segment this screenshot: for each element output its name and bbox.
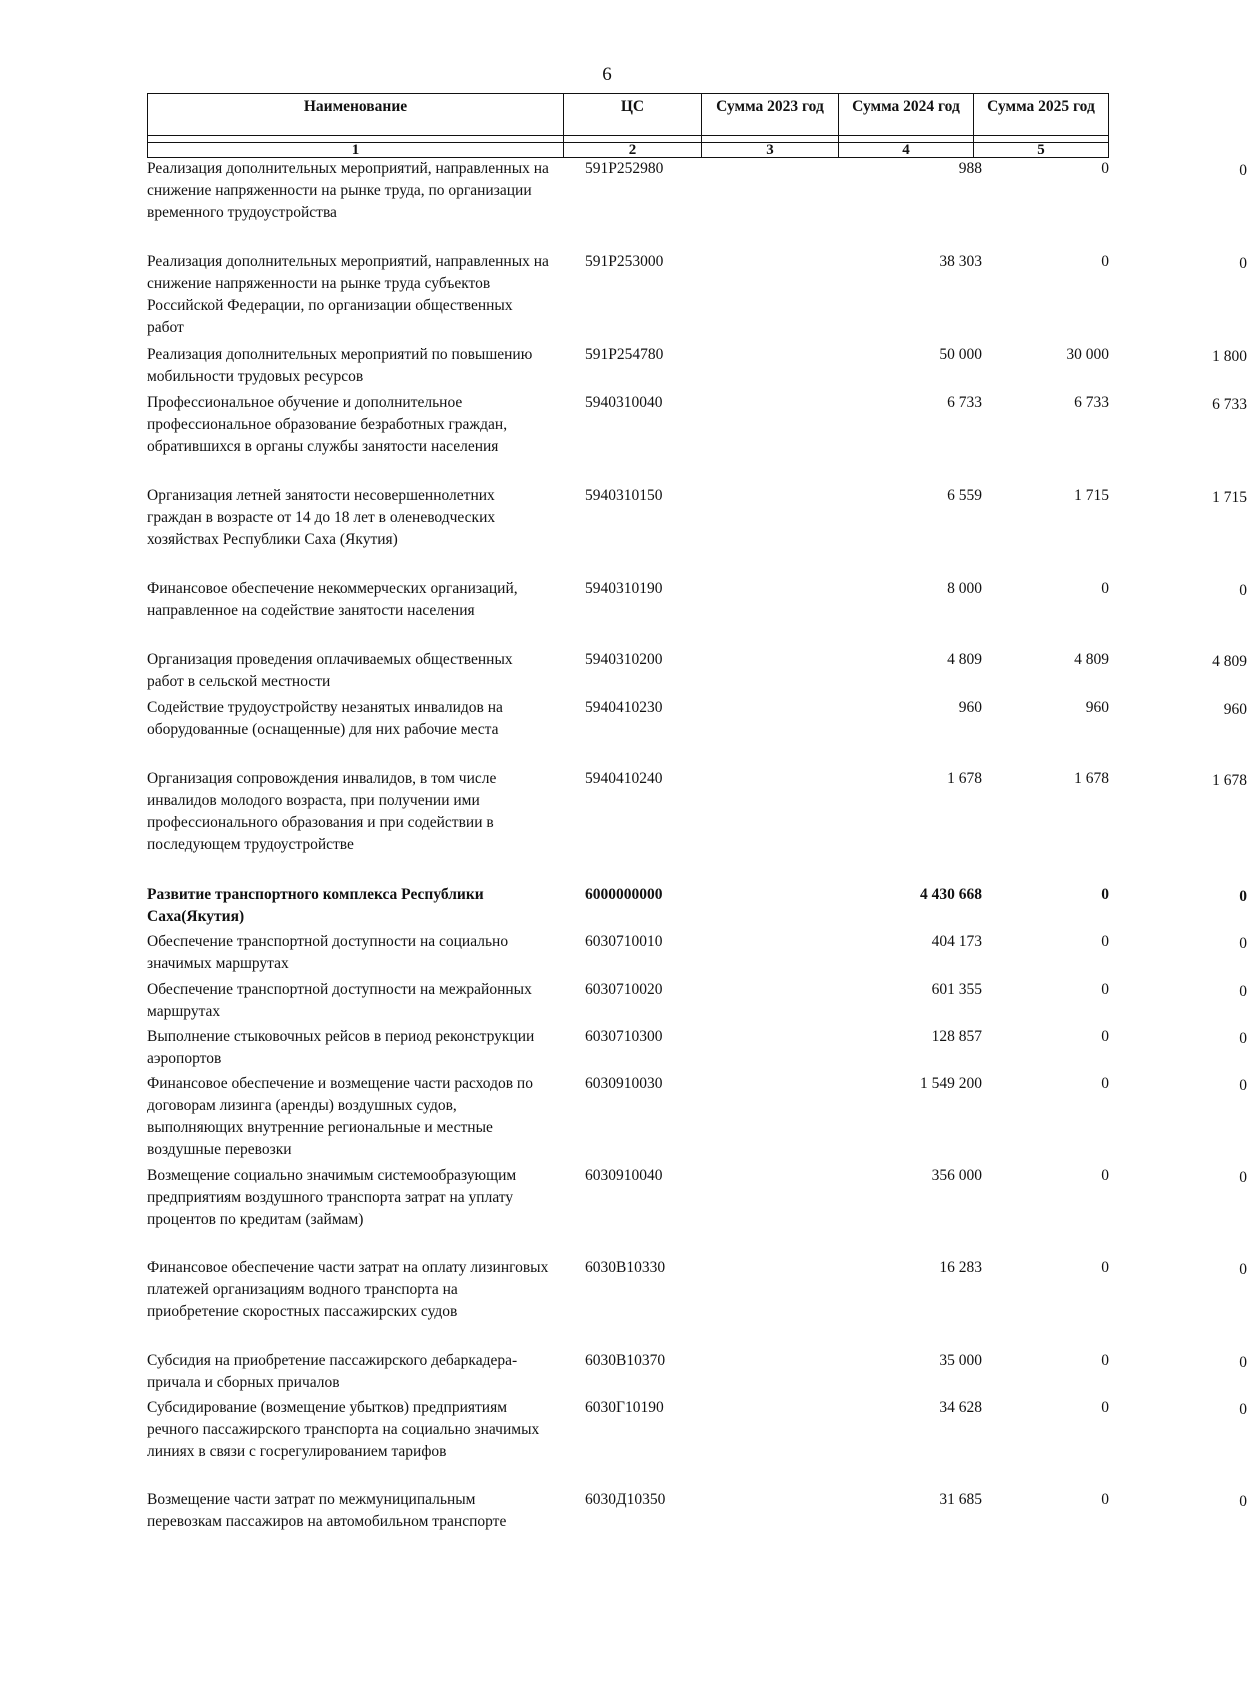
header-sum-2023: Сумма 2023 год	[702, 94, 839, 136]
row-sum-2025: 1 715	[1212, 489, 1247, 506]
row-code: 6030710010	[585, 933, 663, 950]
row-sum-2023: 35 000	[939, 1352, 982, 1369]
row-name: Выполнение стыковочных рейсов в период реконструкции аэропортов	[147, 1028, 535, 1067]
row-code: 5940310190	[585, 580, 663, 597]
row-code: 6030910040	[585, 1167, 663, 1184]
header-name: Наименование	[148, 94, 564, 136]
row-sum-2023: 4 430 668	[920, 886, 982, 903]
row-sum-2024: 0	[1101, 1028, 1109, 1045]
row-name: Организация сопровождения инвалидов, в том числе инвалидов молодого возраста, при получении ими профессионального образования и при содействии в последующем трудоустройстве	[147, 770, 497, 853]
row-sum-2025: 6 733	[1212, 396, 1247, 413]
row-sum-2025: 0	[1239, 1354, 1247, 1371]
row-sum-2024: 0	[1101, 160, 1109, 177]
row-sum-2025: 0	[1239, 1169, 1247, 1186]
row-name: Возмещение социально значимым системообразующим предприятиям воздушного транспорта затрат на уплату процентов по кредитам (займам)	[147, 1167, 517, 1228]
header-number-3: 3	[702, 142, 839, 157]
row-sum-2023: 34 628	[939, 1399, 982, 1416]
row-name: Реализация дополнительных мероприятий, направленных на снижение напряженности на рынке труда, по организации временного трудоустройства	[147, 160, 549, 221]
row-sum-2025: 0	[1239, 888, 1247, 905]
header-number-1: 1	[148, 142, 564, 157]
row-name: Финансовое обеспечение некоммерческих организаций, направленное на содействие занятости населения	[147, 580, 518, 619]
row-name: Субсидирование (возмещение убытков) предприятиям речного пассажирского транспорта на социально значимых линиях в связи с госрегулированием тарифов	[147, 1399, 540, 1460]
row-sum-2024: 0	[1101, 253, 1109, 270]
row-name: Организация проведения оплачиваемых общественных работ в сельской местности	[147, 651, 513, 690]
row-name: Профессиональное обучение и дополнительное профессиональное образование безработных граждан, обратившихся в органы службы занятости населения	[147, 394, 508, 455]
row-sum-2025: 0	[1239, 1401, 1247, 1418]
row-name: Финансовое обеспечение части затрат на оплату лизинговых платежей организациям водного транспорта на приобретение скоростных пассажирских судов	[147, 1259, 549, 1320]
page-number: 6	[602, 64, 612, 85]
row-sum-2023: 8 000	[947, 580, 982, 597]
row-sum-2024: 0	[1101, 1167, 1109, 1184]
row-sum-2023: 31 685	[939, 1491, 982, 1508]
row-sum-2024: 30 000	[1066, 346, 1109, 363]
row-sum-2025: 0	[1239, 1493, 1247, 1510]
row-code: 591Р253000	[585, 253, 664, 270]
row-sum-2025: 0	[1239, 255, 1247, 272]
row-sum-2024: 1 678	[1074, 770, 1109, 787]
row-sum-2025: 0	[1239, 582, 1247, 599]
row-code: 591Р254780	[585, 346, 664, 363]
row-name: Обеспечение транспортной доступности на социально значимых маршрутах	[147, 933, 509, 972]
row-code: 6030В10370	[585, 1352, 666, 1369]
row-sum-2023: 960	[958, 699, 982, 716]
row-sum-2023: 6 559	[947, 487, 982, 504]
row-code: 5940410230	[585, 699, 663, 716]
row-name: Субсидия на приобретение пассажирского дебаркадера-причала и сборных причалов	[147, 1352, 518, 1391]
row-code: 6030Д10350	[585, 1491, 666, 1508]
row-sum-2023: 404 173	[931, 933, 982, 950]
row-sum-2023: 38 303	[939, 253, 982, 270]
row-sum-2023: 356 000	[931, 1167, 982, 1184]
row-sum-2023: 50 000	[939, 346, 982, 363]
row-sum-2024: 0	[1101, 1259, 1109, 1276]
header-sum-2025: Сумма 2025 год	[974, 94, 1109, 136]
row-sum-2025: 0	[1239, 1077, 1247, 1094]
row-sum-2024: 0	[1101, 981, 1109, 998]
header-number-5: 5	[974, 142, 1109, 157]
row-sum-2025: 0	[1239, 983, 1247, 1000]
row-sum-2024: 0	[1101, 886, 1109, 903]
header-sum-2024: Сумма 2024 год	[839, 94, 974, 136]
row-code: 6030Г10190	[585, 1399, 664, 1416]
row-sum-2023: 128 857	[931, 1028, 982, 1045]
row-name: Развитие транспортного комплекса Республики Саха(Якутия)	[147, 886, 484, 925]
row-name: Обеспечение транспортной доступности на межрайонных маршрутах	[147, 981, 532, 1020]
row-sum-2024: 1 715	[1074, 487, 1109, 504]
row-sum-2024: 960	[1085, 699, 1109, 716]
row-sum-2023: 16 283	[939, 1259, 982, 1276]
row-sum-2024: 0	[1101, 1491, 1109, 1508]
row-sum-2024: 4 809	[1074, 651, 1109, 668]
header-code: ЦС	[564, 94, 702, 136]
header-number-4: 4	[839, 142, 974, 157]
row-sum-2025: 0	[1239, 1030, 1247, 1047]
row-code: 591Р252980	[585, 160, 664, 177]
row-sum-2024: 6 733	[1074, 394, 1109, 411]
row-code: 6030710020	[585, 981, 663, 998]
row-sum-2025: 0	[1239, 1261, 1247, 1278]
row-name: Содействие трудоустройству незанятых инвалидов на оборудованные (оснащенные) для них рабочие места	[147, 699, 503, 738]
row-code: 6030910030	[585, 1075, 663, 1092]
row-sum-2024: 0	[1101, 580, 1109, 597]
row-sum-2023: 1 549 200	[920, 1075, 982, 1092]
row-code: 6030710300	[585, 1028, 663, 1045]
row-sum-2023: 4 809	[947, 651, 982, 668]
row-sum-2025: 960	[1223, 701, 1247, 718]
row-sum-2024: 0	[1101, 1399, 1109, 1416]
row-sum-2025: 4 809	[1212, 653, 1247, 670]
row-sum-2025: 1 800	[1212, 348, 1247, 365]
row-sum-2024: 0	[1101, 1352, 1109, 1369]
row-name: Реализация дополнительных мероприятий, направленных на снижение напряженности на рынке труда субъектов Российской Федерации, по организации общественных работ	[147, 253, 549, 336]
row-sum-2025: 1 678	[1212, 772, 1247, 789]
row-sum-2023: 6 733	[947, 394, 982, 411]
row-sum-2024: 0	[1101, 1075, 1109, 1092]
row-name: Финансовое обеспечение и возмещение части расходов по договорам лизинга (аренды) воздушных судов, выполняющих внутренние региональные и местные воздушные перевозки	[147, 1075, 533, 1158]
row-name: Возмещение части затрат по межмуниципальным перевозкам пассажиров на автомобильном транспорте	[147, 1491, 507, 1530]
row-code: 5940310200	[585, 651, 663, 668]
row-sum-2023: 601 355	[931, 981, 982, 998]
row-sum-2024: 0	[1101, 933, 1109, 950]
row-code: 6000000000	[585, 886, 663, 903]
row-name: Организация летней занятости несовершеннолетних граждан в возрасте от 14 до 18 лет в оленеводческих хозяйствах Республики Саха (Якутия)	[147, 487, 496, 548]
header-number-2: 2	[564, 142, 702, 157]
row-sum-2023: 1 678	[947, 770, 982, 787]
row-code: 5940310040	[585, 394, 663, 411]
table-header	[147, 93, 1108, 158]
row-sum-2025: 0	[1239, 935, 1247, 952]
row-sum-2023: 988	[958, 160, 982, 177]
row-code: 5940310150	[585, 487, 663, 504]
row-code: 5940410240	[585, 770, 663, 787]
row-name: Реализация дополнительных мероприятий по повышению мобильности трудовых ресурсов	[147, 346, 533, 385]
row-sum-2025: 0	[1239, 162, 1247, 179]
row-code: 6030В10330	[585, 1259, 666, 1276]
